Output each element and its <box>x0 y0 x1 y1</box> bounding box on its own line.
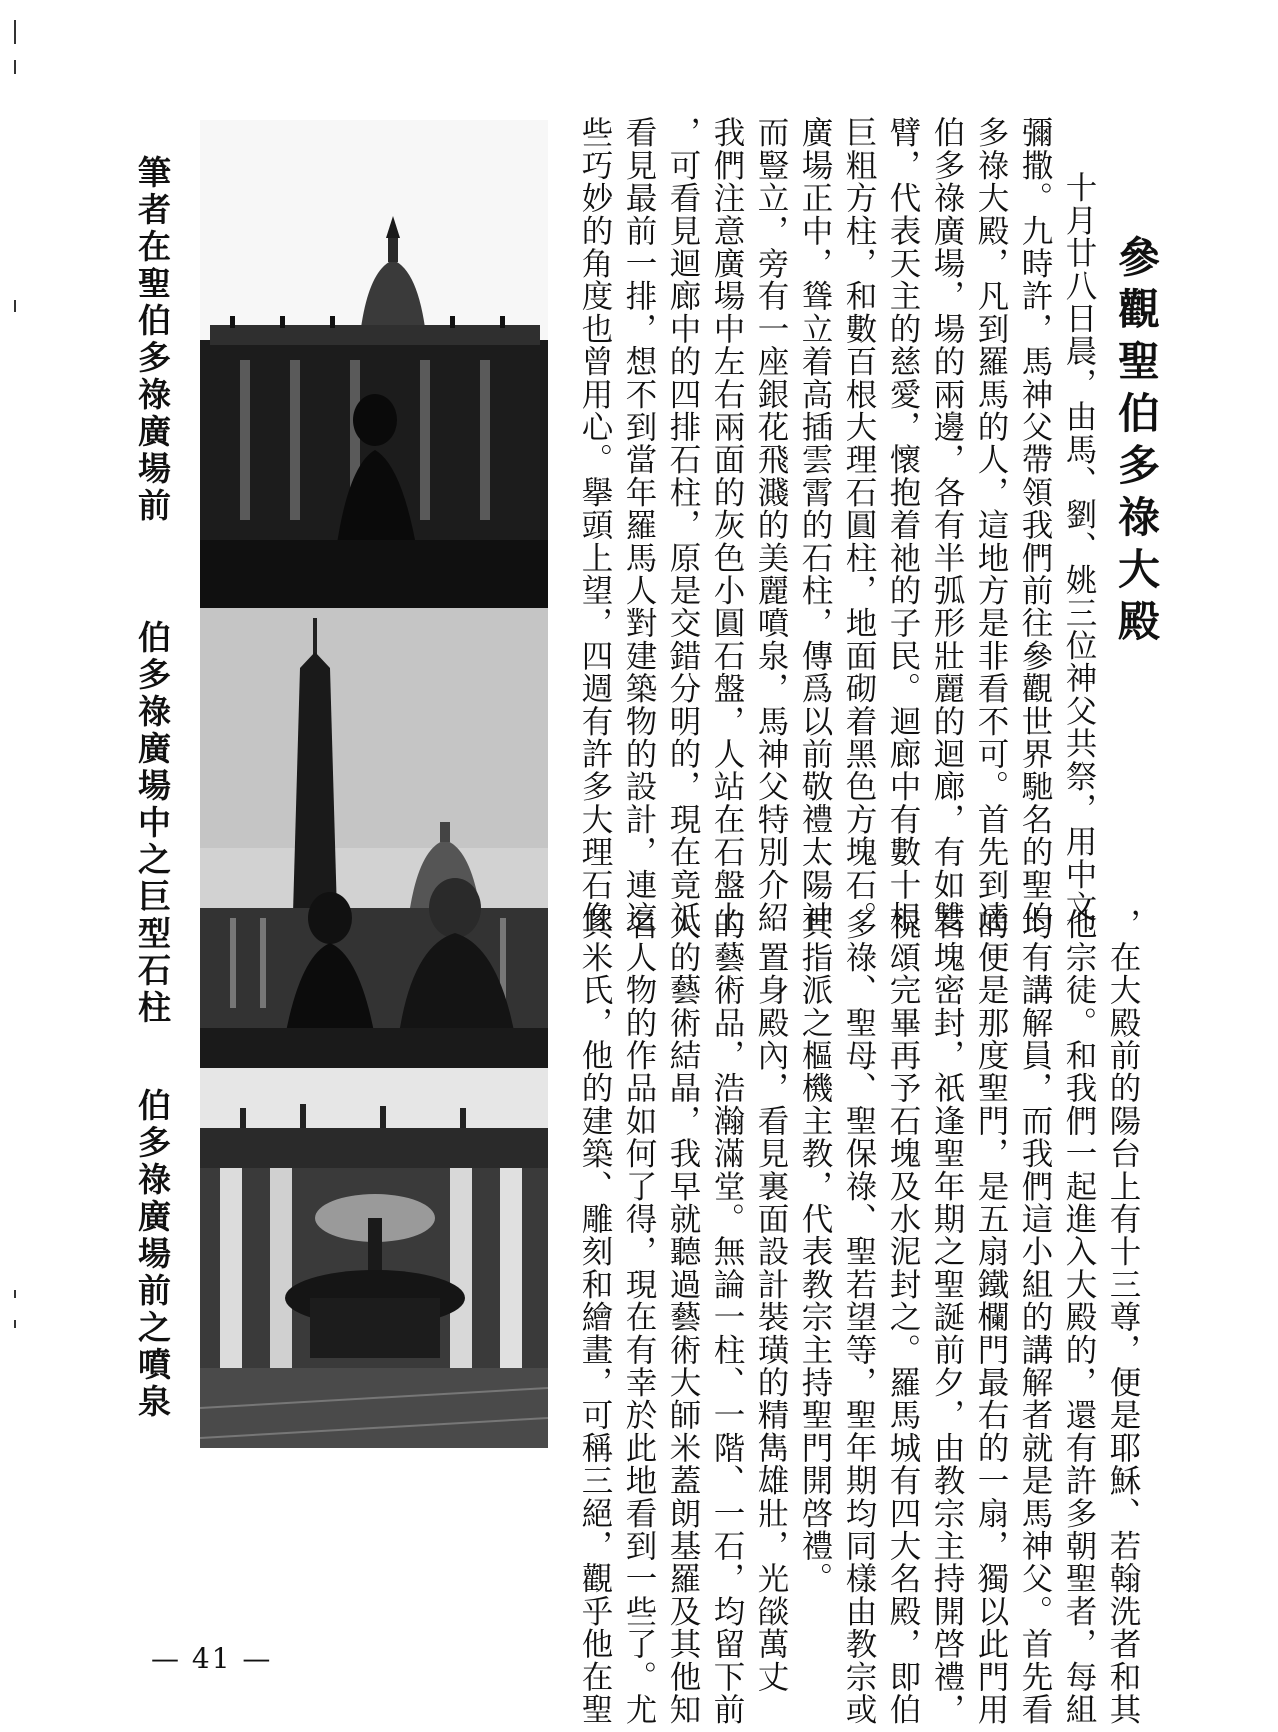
text-column: 的藝術品，浩瀚滿堂。無論一柱、一階、一石，均留下前 <box>709 908 745 1726</box>
text-column: 彌撒。九時許，馬神父帶領我們前往參觀世界馳名的聖伯 <box>1017 116 1053 934</box>
scan-mark <box>14 60 16 74</box>
text-column: 的便是那度聖門，是五扇鐵欄門最右的一扇，獨以此門用 <box>973 908 1009 1726</box>
text-column: 名人物的作品如何了得，現在有幸於此地看到一些了。尤 <box>621 908 657 1726</box>
basilica-facade-image <box>200 120 548 608</box>
text-column: 巨粗方柱，和數百根大理石圓柱，地面砌着黑色方塊石。 <box>841 116 877 934</box>
text-column: 祝頌完畢再予石塊及水泥封之。羅馬城有四大名殿，即伯 <box>885 908 921 1726</box>
text-column: 而豎立，旁有一座銀花飛濺的美麗噴泉，馬神父特別介紹 <box>753 116 789 934</box>
scan-mark <box>14 20 16 44</box>
text-column: 他宗徒。和我們一起進入大殿的，還有許多朝聖者，每組 <box>1061 908 1097 1726</box>
text-column: 均有講解員，而我們這小組的講解者就是馬神父。首先看 <box>1017 908 1053 1726</box>
obelisk-image <box>200 608 548 1068</box>
photo-basilica-facade <box>200 120 548 608</box>
text-column: 置身殿內，看見裏面設計裝璜的精雋雄壯，光燄萬丈 <box>753 908 789 1693</box>
text-column: 我們注意廣場中左右兩面的灰色小圓石盤，人站在石盤上 <box>709 116 745 934</box>
text-column: 其米氏，他的建築、雕刻和繪畫，可稱三絕，觀乎他在聖 <box>577 908 613 1726</box>
page-number: — 41 — <box>151 1642 273 1675</box>
article-title: 參觀聖伯多祿大殿 <box>1112 235 1161 651</box>
photo-caption-top: 筆者在聖伯多祿廣場前 <box>133 155 172 525</box>
text-column: 廣場正中，聳立着高插雲霄的石柱，傳爲以前敬禮太陽神 <box>797 116 833 934</box>
photo-fountain <box>200 1068 548 1448</box>
text-column: 看見最前一排，想不到當年羅馬人對建築物的設計，連這 <box>621 116 657 934</box>
text-column: ，可看見迴廊中的四排石柱，原是交錯分明的，現在竟祇 <box>665 116 701 934</box>
text-column: 臂，代表天主的慈愛，懷抱着祂的子民。迴廊中有數十根 <box>885 116 921 934</box>
text-column: ，在大殿前的陽台上有十三尊，便是耶穌、若翰洗者和其 <box>1105 908 1141 1726</box>
text-column: 人的藝術結晶，我早就聽過藝術大師米蓋朗基羅及其他知 <box>665 908 701 1726</box>
photo-caption-middle: 伯多祿廣場中之巨型石柱 <box>133 620 172 1027</box>
text-column: 伯多祿廣場，場的兩邊，各有半弧形壯麗的迴廊，有如雙 <box>929 116 965 934</box>
scan-mark <box>14 1290 16 1298</box>
scan-mark <box>14 300 16 312</box>
photo-caption-bottom: 伯多祿廣場前之噴泉 <box>133 1088 172 1421</box>
fountain-image <box>200 1068 548 1448</box>
scan-mark <box>14 1320 16 1328</box>
text-column: 多祿大殿，凡到羅馬的人，這地方是非看不可。首先到達 <box>973 116 1009 934</box>
photo-obelisk <box>200 608 548 1068</box>
text-column: 石塊密封，祇逢聖年期之聖誕前夕，由教宗主持開啓禮， <box>929 908 965 1726</box>
text-column: 多祿、聖母、聖保祿、聖若望等，聖年期均同樣由教宗或 <box>841 908 877 1726</box>
text-column: 些巧妙的角度也曾用心。擧頭上望，四週有許多大理石像 <box>577 116 613 934</box>
text-column: 十月廿八日晨，由馬、劉、姚三位神父共祭，用中文 <box>1061 171 1097 924</box>
text-column: 其指派之樞機主教，代表教宗主持聖門開啓禮。 <box>797 908 833 1595</box>
